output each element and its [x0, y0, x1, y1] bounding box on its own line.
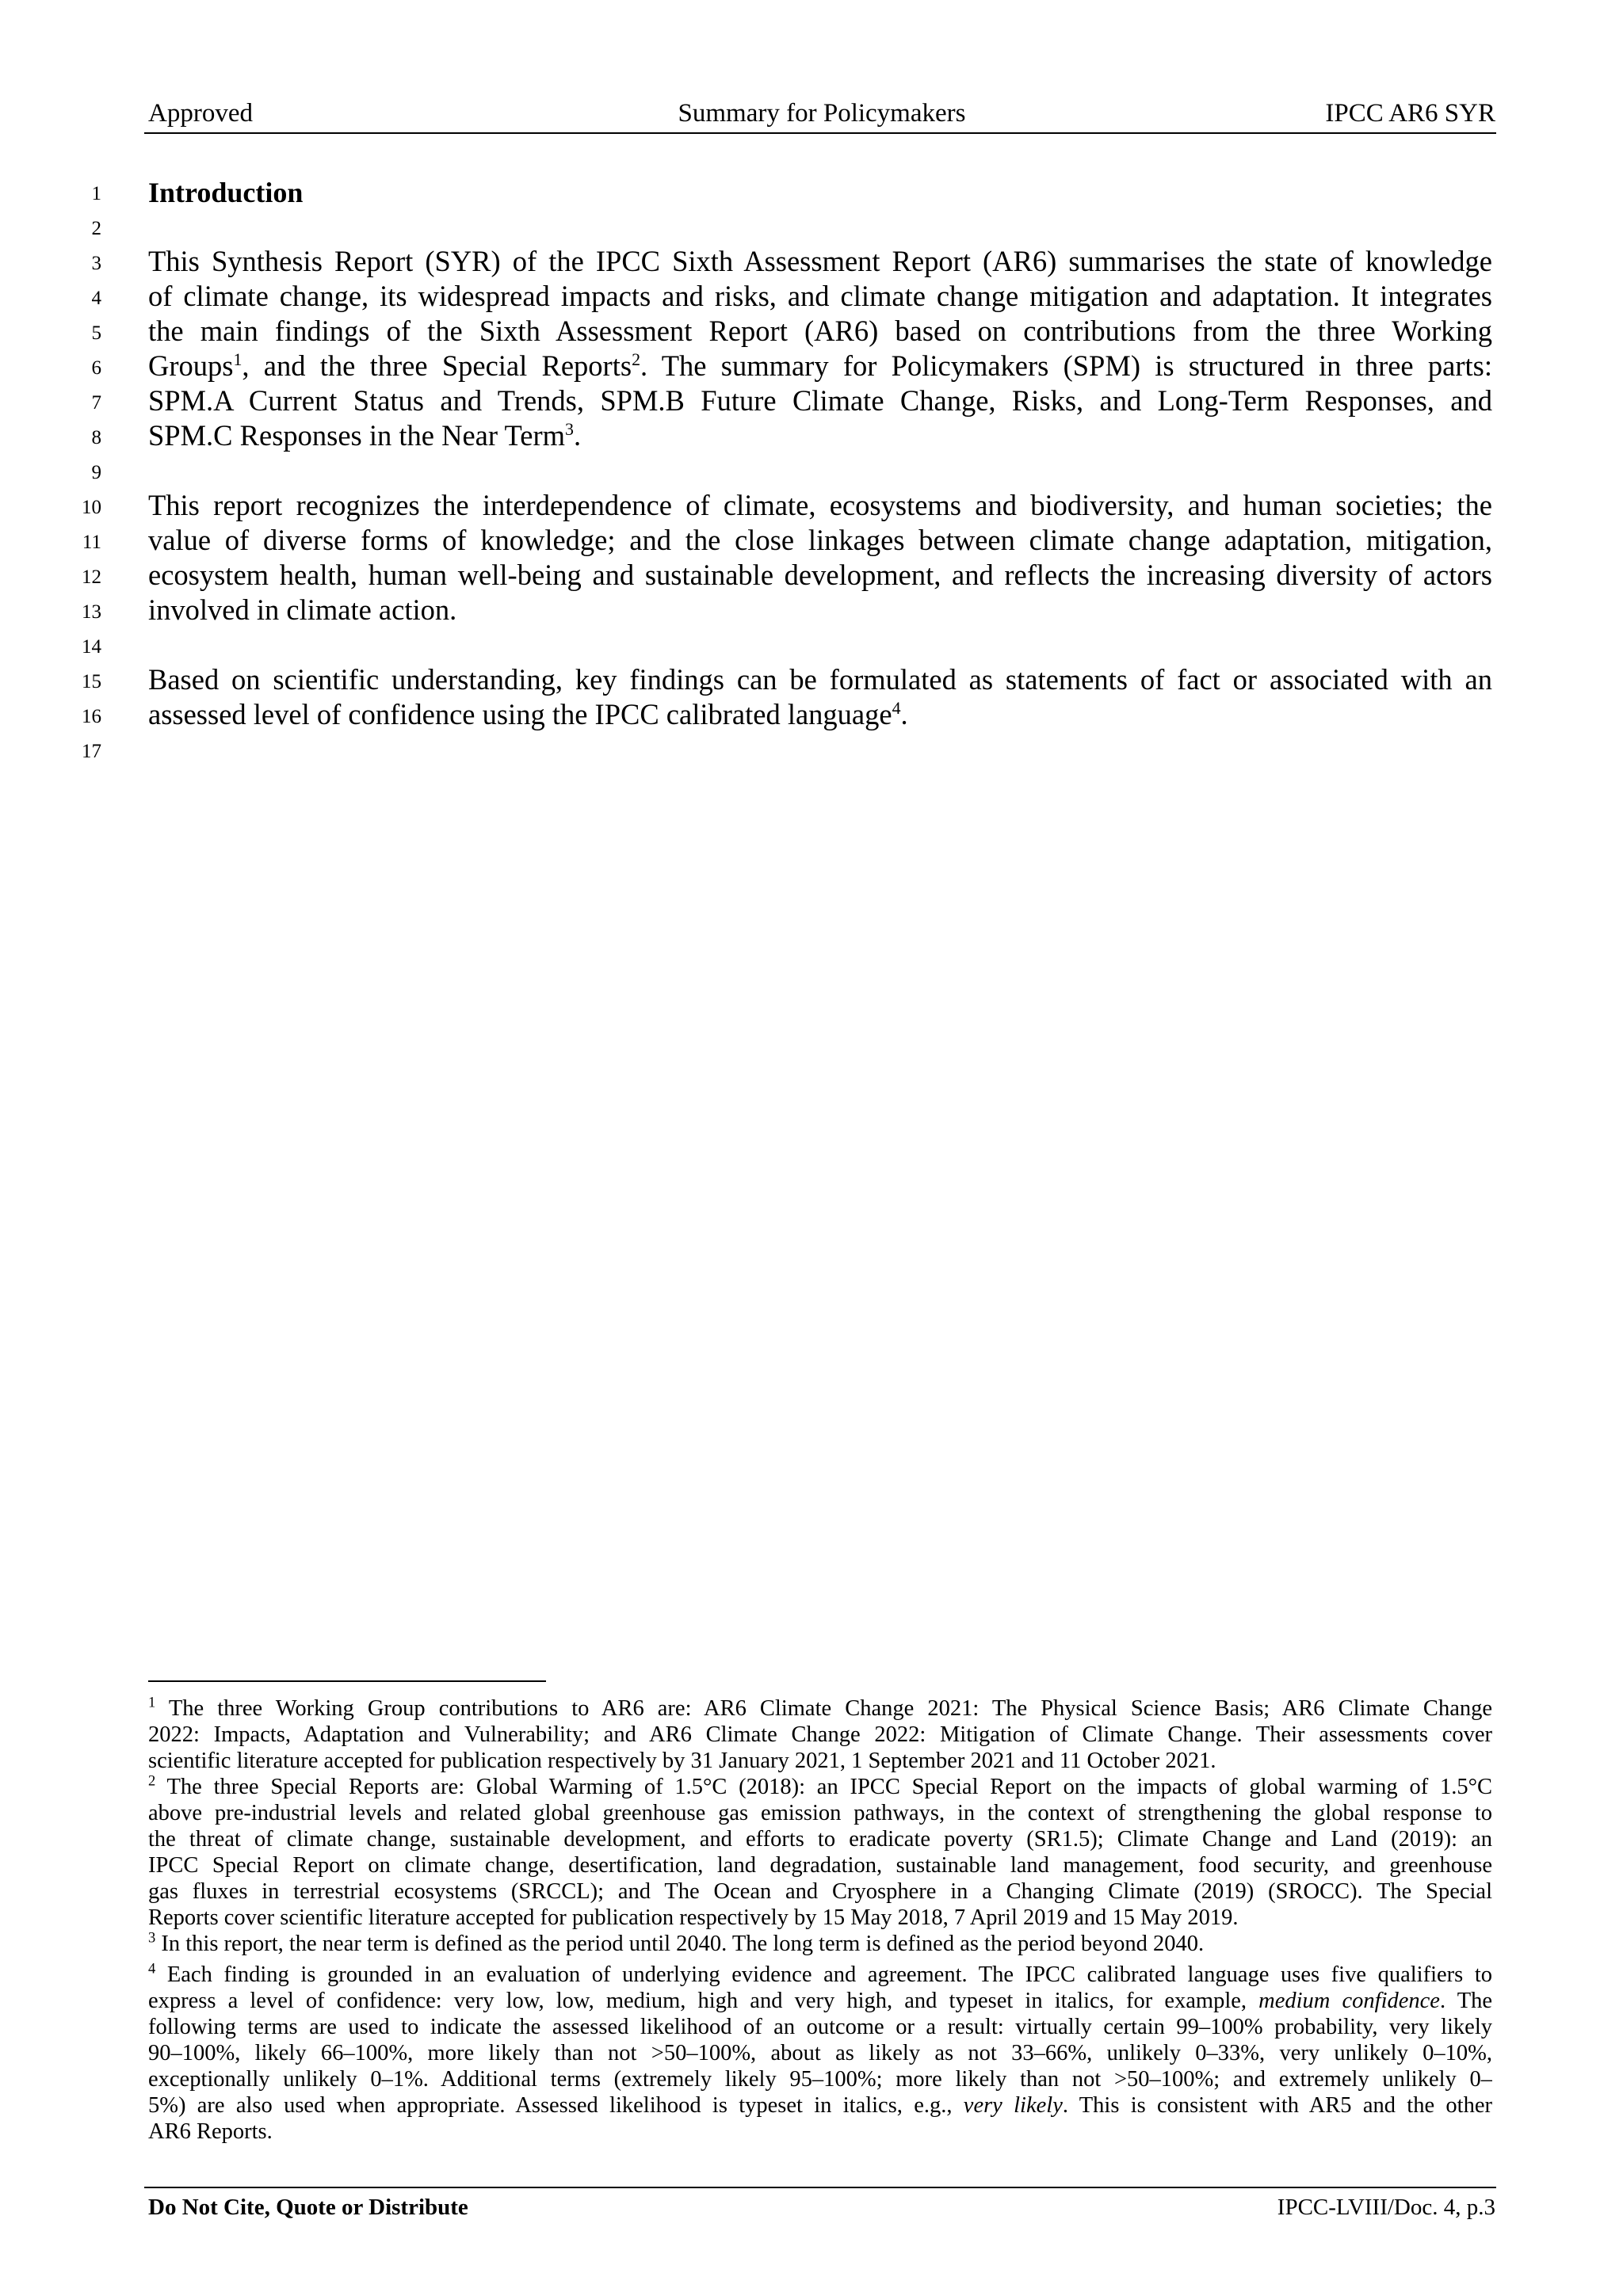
- page-footer: [148, 2195, 1495, 2226]
- text-run: SPM.C Responses in the Near Term: [148, 419, 565, 452]
- line-number: 16: [82, 706, 101, 727]
- header-rule: [144, 132, 1496, 134]
- footnote-line: scientific literature accepted for publication respectively by 31 January 2021, 1 September 2021 and 11 October 2021.: [148, 1749, 1216, 1773]
- footnote-line: following terms are used to indicate the assessed likelihood of an outcome or a result: virtually certain 99–100% probability, very likely: [148, 2015, 1492, 2039]
- footnote-1: [148, 1695, 1492, 1774]
- line-number: 14: [82, 636, 101, 658]
- text-run: . The: [1439, 1989, 1492, 2013]
- text-line: of climate change, its widespread impacts and risks, and climate change mitigation and adaptation. It integrates: [148, 280, 1492, 312]
- header-report-id: IPCC AR6 SYR: [1325, 99, 1495, 128]
- text-run: , and the three Special Reports: [242, 349, 632, 382]
- footnote-mark: 2: [148, 1774, 156, 1790]
- footnote-line: AR6 Reports.: [148, 2119, 273, 2144]
- text-run: express a level of confidence: very low, low, medium, high and very high, and typeset in italics, for example,: [148, 1989, 1259, 2013]
- line-number: 2: [91, 218, 101, 239]
- paragraph-calibrated-language: [148, 662, 1492, 732]
- footer-rule: [144, 2187, 1496, 2188]
- footnote-line: [148, 2092, 1492, 2119]
- line-number: 10: [82, 497, 101, 518]
- line-number: 17: [82, 741, 101, 762]
- italic-term: very likely: [963, 2093, 1063, 2118]
- text-run: assessed level of confidence using the IPCC calibrated language: [148, 698, 892, 730]
- footnote-line: [148, 1774, 1492, 1800]
- footnote-line: [148, 1695, 1492, 1722]
- line-number: 8: [91, 427, 101, 448]
- text-line: This report recognizes the interdependence of climate, ecosystems and biodiversity, and human societies; the: [148, 489, 1492, 521]
- text-line: SPM.A Current Status and Trends, SPM.B Future Climate Change, Risks, and Long-Term Responses, and: [148, 384, 1492, 417]
- text-run: Each finding is grounded in an evaluation of underlying evidence and agreement. The IPCC calibrated language uses five qualifiers to: [155, 1962, 1492, 1987]
- line-number: 13: [82, 601, 101, 623]
- text-run: The three Special Reports are: Global Warming of 1.5°C (2018): an IPCC Special Report on the impacts of global warming of 1.5°C: [155, 1775, 1492, 1799]
- footnotes: [148, 1695, 1492, 2145]
- line-number: 15: [82, 671, 101, 692]
- footnote-ref-3: 3: [565, 418, 574, 439]
- footnote-mark: 4: [148, 1962, 156, 1978]
- text-run: In this report, the near term is defined as the period until 2040. The long term is defined as the period beyond 2040.: [155, 1932, 1205, 1956]
- footer-notice: Do Not Cite, Quote or Distribute: [148, 2195, 468, 2220]
- text-line: ecosystem health, human well-being and sustainable development, and reflects the increasing diversity of actors: [148, 559, 1492, 591]
- line-number: 9: [91, 462, 101, 483]
- line-number: 7: [91, 392, 101, 414]
- text-run: . This is consistent with AR5 and the other: [1062, 2093, 1492, 2118]
- text-line: value of diverse forms of knowledge; and the close linkages between climate change adaptation, mitigation,: [148, 524, 1492, 556]
- line-number: 1: [91, 183, 101, 204]
- text-run: 5%) are also used when appropriate. Assessed likelihood is typeset in italics, e.g.,: [148, 2093, 964, 2118]
- footnote-line: Reports cover scientific literature accepted for publication respectively by 15 May 2018, 7 April 2019 and 15 May 2019.: [148, 1905, 1239, 1930]
- footnote-line: gas fluxes in terrestrial ecosystems (SRCCL); and The Ocean and Cryosphere in a Changing Climate (2019) (SROCC). The Special: [148, 1879, 1492, 1904]
- text-run: . The summary for Policymakers (SPM) is structured in three parts:: [640, 349, 1492, 382]
- footnote-2: [148, 1774, 1492, 1931]
- footnote-line: the threat of climate change, sustainable development, and efforts to eradicate poverty (SR1.5); Climate Change and Land (2019): an: [148, 1827, 1492, 1852]
- header-section-title: Summary for Policymakers: [678, 99, 966, 128]
- section-heading: Introduction: [148, 177, 304, 208]
- text-line: [148, 349, 1492, 383]
- page-header: [148, 99, 1495, 132]
- text-run: The three Working Group contributions to AR6 are: AR6 Climate Change 2021: The Physical Science Basis; AR6 Climate Change: [155, 1696, 1492, 1721]
- text-line: the main findings of the Sixth Assessment Report (AR6) based on contributions from the three Working: [148, 315, 1492, 347]
- footnote-mark: 1: [148, 1695, 156, 1711]
- footnote-line: above pre-industrial levels and related global greenhouse gas emission pathways, in the context of strengthening the global response to: [148, 1801, 1492, 1825]
- footer-page-ref: IPCC-LVIII/Doc. 4, p.3: [1277, 2195, 1495, 2220]
- footnote-line: [148, 1962, 1492, 1988]
- italic-term: medium confidence: [1258, 1989, 1440, 2013]
- footnote-separator: [148, 1680, 546, 1682]
- line-number: 5: [91, 322, 101, 344]
- text-line: This Synthesis Report (SYR) of the IPCC Sixth Assessment Report (AR6) summarises the state of knowledge: [148, 245, 1492, 277]
- footnote-line: 90–100%, likely 66–100%, more likely than not >50–100%, about as likely as not 33–66%, unlikely 0–33%, very unlikely 0–10%,: [148, 2041, 1492, 2065]
- footnote-line: 2022: Impacts, Adaptation and Vulnerability; and AR6 Climate Change 2022: Mitigation of Climate Change. Their assessments cover: [148, 1722, 1492, 1747]
- footnote-line: [148, 1988, 1492, 2014]
- text-line: Based on scientific understanding, key findings can be formulated as statements of fact or associated with an: [148, 663, 1492, 696]
- footnote-line: [148, 1931, 1492, 1957]
- header-status: Approved: [148, 99, 253, 128]
- footnote-mark: 3: [148, 1929, 156, 1947]
- footnote-line: IPCC Special Report on climate change, desertification, land degradation, sustainable land management, food security, and greenhouse: [148, 1853, 1492, 1878]
- text-run: Groups: [148, 349, 234, 382]
- line-number: 11: [82, 532, 101, 553]
- paragraph-interdependence: [148, 488, 1492, 627]
- line-number: 6: [91, 357, 101, 379]
- line-number: 12: [82, 566, 101, 588]
- text-line: [148, 418, 1492, 453]
- paragraph-intro: [148, 244, 1492, 453]
- footnote-ref-4: 4: [892, 697, 901, 718]
- text-run: .: [900, 698, 908, 730]
- text-line: involved in climate action.: [148, 593, 457, 626]
- text-line: [148, 697, 1492, 732]
- footnote-line: exceptionally unlikely 0–1%. Additional terms (extremely likely 95–100%; more likely than not >50–100%; and extremely unlikely 0–: [148, 2067, 1492, 2092]
- footnote-4: [148, 1962, 1492, 2145]
- text-run: .: [573, 419, 582, 452]
- footnote-3: [148, 1931, 1492, 1957]
- line-number: 4: [91, 288, 101, 309]
- line-number: 3: [91, 253, 101, 274]
- footnote-ref-2: 2: [632, 349, 641, 369]
- footnote-ref-1: 1: [233, 349, 242, 369]
